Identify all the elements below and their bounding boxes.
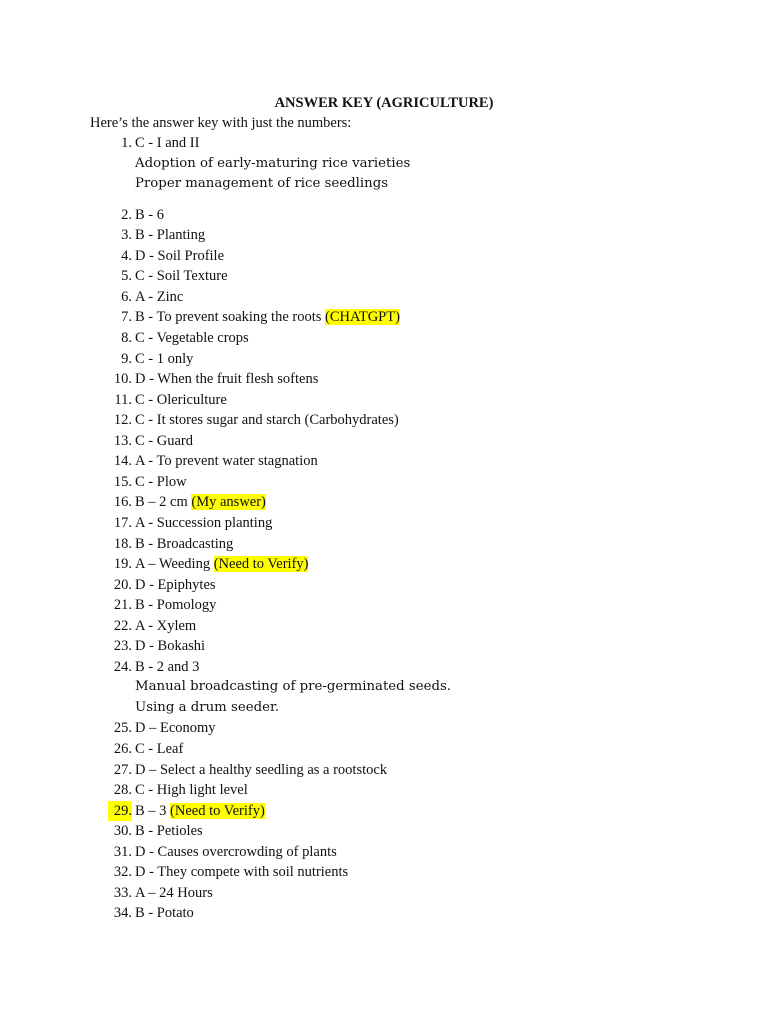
answer-text: A - Zinc (135, 288, 184, 305)
answer-text: C - It stores sugar and starch (Carbohydrates) (135, 412, 399, 429)
answer-text: A - To prevent water stagnation (135, 453, 318, 470)
answer-text: D - Soil Profile (135, 247, 225, 264)
item-answer (135, 821, 203, 841)
answer-explanation: Adoption of early-maturing rice varieties (135, 155, 411, 171)
answer-text: B - 6 (135, 206, 164, 223)
answer-text: D - When the fruit flesh softens (135, 371, 319, 388)
answer-text: B - Pomology (135, 597, 217, 614)
item-number: 21. (113, 597, 132, 614)
item-number: 8. (121, 330, 132, 346)
item-answer (135, 287, 183, 307)
item-answer (135, 369, 318, 389)
item-number: 1. (121, 135, 132, 151)
item-answer (135, 410, 399, 430)
item-answer (135, 842, 337, 862)
item-number: 10. (113, 371, 132, 388)
answer-text: B - Petioles (135, 823, 203, 840)
answer-text: C - Olericulture (135, 391, 227, 408)
item-number: 27. (113, 761, 132, 778)
item-number: 25. (113, 720, 132, 737)
item-number: 6. (121, 288, 132, 305)
item-number: 13. (113, 432, 132, 449)
item-answer (135, 862, 348, 882)
item-number: 29. (108, 801, 132, 821)
item-number: 19. (113, 556, 132, 572)
answer-text: A – Weeding (135, 556, 214, 572)
item-answer (135, 513, 272, 533)
answer-text: D – Economy (135, 720, 216, 737)
item-number: 30. (113, 823, 132, 840)
answer-explanation: Proper management of rice seedlings (135, 176, 389, 192)
item-answer (135, 349, 193, 369)
item-answer (135, 431, 193, 451)
item-answer (135, 133, 199, 153)
item-number: 18. (113, 535, 132, 552)
answer-text: C - Plow (135, 473, 187, 490)
item-number: 9. (121, 350, 132, 367)
item-number: 17. (113, 514, 132, 531)
item-answer (135, 780, 248, 800)
answer-text: B - 2 and 3 (135, 658, 200, 675)
item-answer (135, 903, 194, 923)
item-answer (135, 554, 308, 574)
item-number: 12. (113, 412, 132, 429)
item-answer (135, 575, 216, 595)
item-number: 14. (113, 453, 132, 470)
item-number: 34. (113, 905, 132, 922)
item-answer (135, 718, 216, 738)
item-answer (135, 760, 387, 780)
answer-explanation: Using a drum seeder. (135, 699, 280, 715)
answer-text: D - Bokashi (135, 638, 206, 655)
answer-text: B – 2 cm (135, 494, 192, 511)
answer-text: A - Succession planting (135, 514, 273, 531)
item-answer (135, 225, 205, 245)
item-number: 2. (121, 206, 132, 223)
answer-explanation: Manual broadcasting of pre-germinated seeds. (135, 679, 452, 695)
item-number: 16. (113, 494, 132, 511)
highlight-note: (CHATGPT) (325, 309, 400, 326)
item-number: 7. (121, 309, 132, 326)
highlight-note: (Need to Verify) (213, 556, 309, 572)
item-number: 20. (113, 576, 132, 593)
item-number: 4. (121, 247, 132, 264)
answer-text: A - Xylem (135, 617, 197, 634)
item-number: 23. (113, 638, 132, 655)
intro-text: Here’s the answer key with just the numbers: (90, 115, 352, 131)
item-answer (135, 739, 183, 759)
item-answer (135, 307, 400, 327)
item-answer (135, 492, 266, 512)
item-number: 32. (113, 864, 132, 881)
answer-text: A – 24 Hours (135, 884, 213, 901)
answer-text: D – Select a healthy seedling as a rootstock (135, 761, 388, 778)
item-number: 11. (114, 391, 132, 408)
item-number: 15. (113, 473, 132, 490)
answer-text: C - High light level (135, 782, 248, 798)
item-answer (135, 472, 187, 492)
answer-text: C - Soil Texture (135, 268, 228, 285)
item-answer (135, 883, 213, 903)
item-number: 26. (113, 740, 132, 757)
item-number: 28. (113, 782, 132, 798)
answer-text: B - To prevent soaking the roots (135, 309, 326, 326)
item-number: 5. (121, 268, 132, 285)
item-answer (135, 595, 216, 615)
document-title: ANSWER KEY (AGRICULTURE) (274, 95, 494, 111)
item-number: 33. (113, 884, 132, 901)
item-answer (135, 636, 205, 656)
item-answer (135, 328, 249, 348)
answer-text: C - I and II (135, 135, 200, 151)
answer-text: B – 3 (135, 802, 171, 819)
highlight-note: (My answer) (191, 494, 266, 511)
item-number: 22. (113, 617, 132, 634)
item-answer (135, 616, 196, 636)
answer-text: D - They compete with soil nutrients (135, 864, 349, 881)
item-number: 31. (113, 843, 132, 860)
answer-text: D - Causes overcrowding of plants (135, 843, 337, 860)
item-answer (135, 246, 224, 266)
item-number: 3. (121, 227, 132, 244)
highlight-note: (Need to Verify) (170, 802, 265, 819)
answer-text: C - Vegetable crops (135, 330, 249, 346)
item-answer (135, 390, 227, 410)
item-number: 24. (113, 658, 132, 675)
answer-text: C - Leaf (135, 740, 184, 757)
answer-text: B - Broadcasting (135, 535, 234, 552)
item-answer (135, 801, 265, 821)
item-answer (135, 451, 318, 471)
item-answer (135, 205, 164, 225)
item-answer (135, 534, 233, 554)
answer-text: B - Planting (135, 227, 206, 244)
item-answer (135, 657, 199, 677)
item-answer (135, 266, 228, 286)
answer-text: B - Potato (135, 905, 194, 922)
answer-text: C - Guard (135, 432, 193, 449)
answer-text: D - Epiphytes (135, 576, 216, 593)
answer-text: C - 1 only (135, 350, 194, 367)
